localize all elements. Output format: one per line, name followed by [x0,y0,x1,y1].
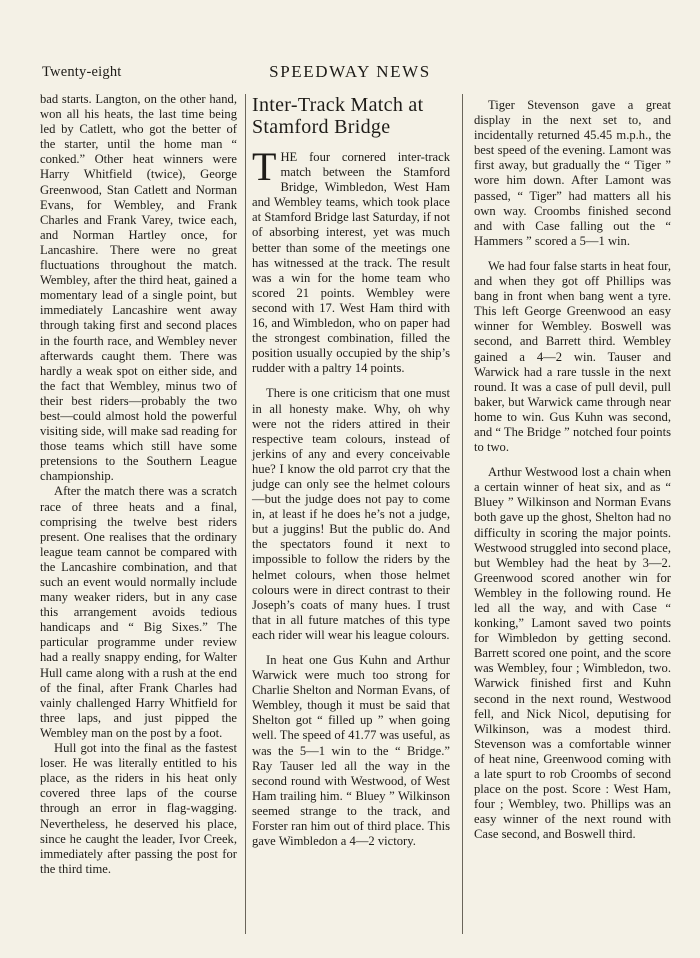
paragraph: Arthur Westwood lost a chain when a certain winner of heat six, and as “ Bluey ” Wilkinson and Norman Evans both gave up the ghost, Shelton had no difficulty in scoring the major points. Westwood struggled into second place, but Wembley had the heat by 3—2. Greenwood scored another win for Wembley in the following round. He led all the way, and with Case “ konking,” Lamont saved two points for Wimbledon by getting second. Barrett scored one point, and the score was Wembley, four ; Wimbledon, two. Warwick finished first and Kuhn second in the next round, Westwood fell, and Nick Nicol, deputising for Wilkinson, was a modest third. Stevenson was a comfortable winner of heat nine, Greenwood coming with a late spurt to rob Croombs of second place on the post. Score : West Ham, four ; Wembley, two. Phillips was an easy winner of the next round with Case second, and Boswell third. [474,465,671,842]
paragraph: bad starts. Langton, on the other hand, won all his heats, the last time being led by Catlett, who got the better of the starter, until the home man “ conked.” Other heat winners were Harry Whitfield (twice), George Greenwood, Stan Catlett and Norman Evans, for Wembley, and Frank Charles and Frank Varey, twice each, and Norman Hartley once, for Lancashire. There were no great fluctuations throughout the match. Wembley, after the third heat, gained a momentary lead of a single point, but immediately Lancashire went away through taking first and second places in the fourth race, and Wembley never afterwards caught them. There was hardly a weak spot on either side, and the fact that Wembley, minus two of their best riders—probably the two best—could almost hold the powerful visiting side, will make sad reading for those teams which still have some pretensions to the Southern League championship. [40,92,237,484]
paragraph: There is one criticism that one must in all honesty make. Why, oh why were not the riders attired in their respective team colours, instead of jerkins of any and every conceivable hue? I know the old parrot cry that the judge can only see the helmet colours—but the judge does not pay to come in, at least if he does he’s not a judge, but a juggins! But the public do. And the spectators found it next to impossible to follow the riders by the helmet colours, when those helmet colours were in direct contrast to their Joseph’s coats of many hues. I trust that in all future matches of this type each rider will wear his league colours. [252,386,450,642]
page-number: Twenty-eight [42,64,122,80]
running-title: SPEEDWAY NEWS [269,62,431,81]
column-1 [40,92,237,877]
paragraph: In heat one Gus Kuhn and Arthur Warwick were much too strong for Charlie Shelton and Norman Evans, of Wembley, though it must be said that Shelton got “ filled up ” when going well. The speed of 41.77 was useful, as was the 5—1 win to the “ Bridge.” Ray Tauser led all the way in the second round with Westwood, of West Ham trailing him. “ Bluey ” Wilkinson seemed strange to the track, and Forster ran him out of third place. This gave Wimbledon a 4—2 victory. [252,653,450,849]
paragraph: After the match there was a scratch race of three heats and a final, comprising the twelve best riders present. One realises that the ordinary league team cannot be compared with the Lancashire combination, and that such an event would normally include many weaker riders, but in any case this arrangement avoids tedious handicaps and “ Big Sixes.” The particular programme under review had a really snappy ending, for Walter Hull came along with a rush at the end of the final, after Frank Charles had vainly challenged Harry Whitfield for three laps, and just pipped the Wembley man on the post by a foot. [40,484,237,740]
column-2 [252,92,450,849]
paragraph: Hull got into the final as the fastest loser. He was literally entitled to his place, as the riders in his heat only covered three laps of the course through an error in flag-wagging. Nevertheless, he deserved his place, since he caught the leader, Ivor Creek, immediately after passing the post for the third time. [40,741,237,876]
paragraph [252,144,450,376]
drop-cap: T [252,144,277,189]
paragraph-text: HE four cornered inter-track match between the Stamford Bridge, Wimbledon, West Ham and Wembley teams, which took place at Stamford Bridge last Saturday, if not of absorbing interest, yet was much better than some of the meetings one has witnessed at the track. The result was a win for the home team who scored 21 points. Wembley were second with 17. West Ham third with 16, and Wimbledon, who on paper had the strongest combination, filled the position usually occupied by the ship’s rudder with a paltry 14 points. [252,150,450,376]
paragraph: Tiger Stevenson gave a great display in the next set to, and incidentally returned 45.45 m.p.h., the best speed of the evening. Lamont was first away, but gradually the “ Tiger ” wore him down. After Lamont was passed, “ Tiger” had matters all his own way. Croombs finished second and with Case falling out the “ Hammers ” scored a 5—1 win. [474,98,671,248]
column-divider [245,94,246,934]
paragraph: We had four false starts in heat four, and when they got off Phillips was bang in front when bang went a tyre. This left George Greenwood an easy winner for Wembley. Boswell was second, and Barrett third. Wembley gained a 4—2 win. Tauser and Warwick had a rare tussle in the next round. It was a case of pull devil, pull baker, but Warwick came through near home to win. Gus Kuhn was second, and “ The Bridge ” notched four points to two. [474,258,671,455]
page-header [0,60,700,86]
article-title: Inter-Track Match at Stamford Bridge [252,94,424,138]
column-3 [474,92,671,843]
column-divider [462,94,463,934]
